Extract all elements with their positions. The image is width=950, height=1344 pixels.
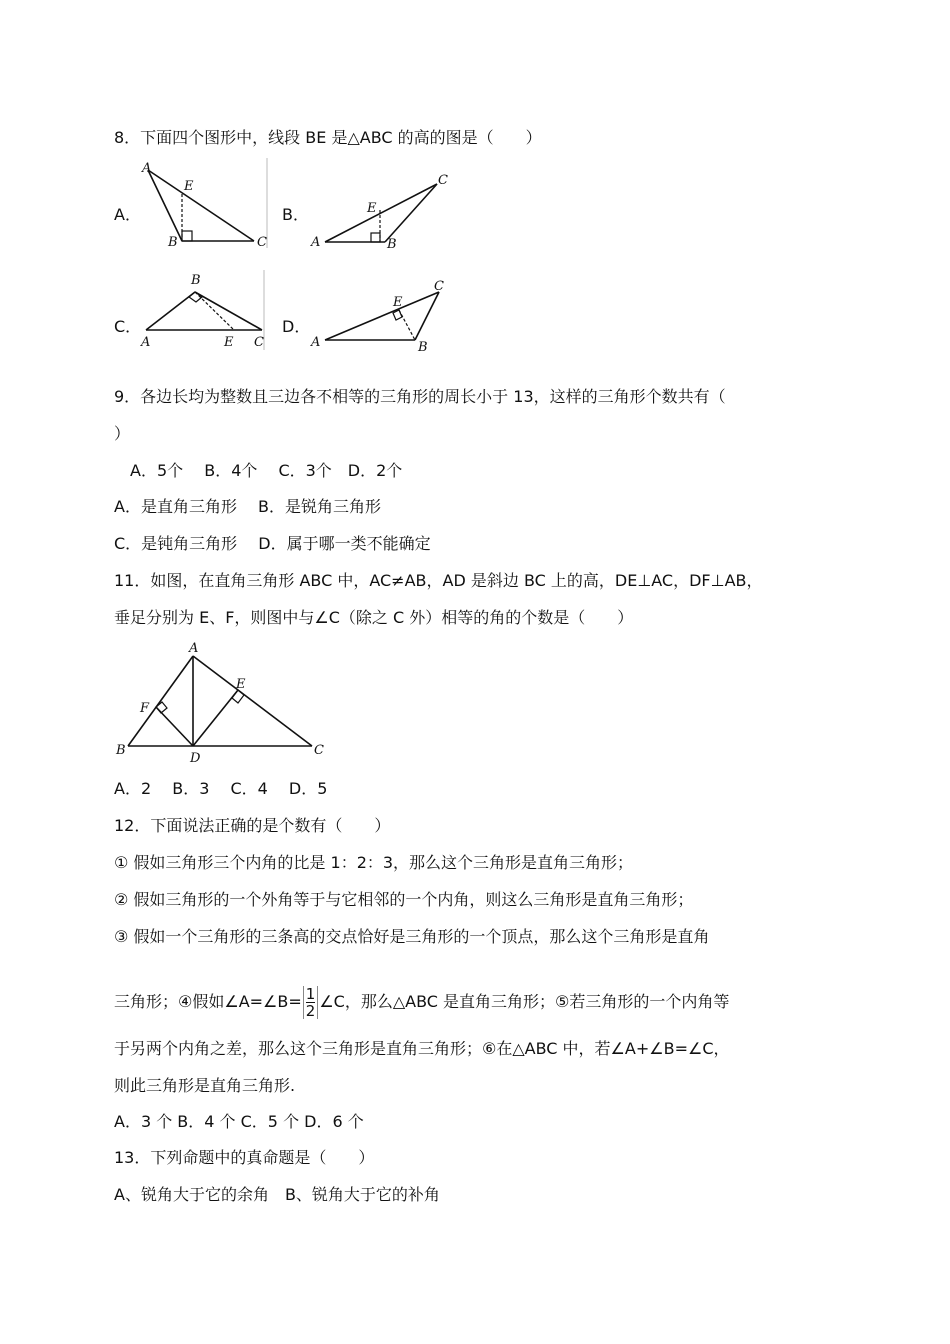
- q11-choices: A．2 B．3 C．4 D．5: [114, 779, 328, 798]
- q8c-label-a: A: [141, 335, 151, 350]
- q12-choices: A．3 个 B．4 个 C．5 个 D．6 个: [114, 1112, 364, 1131]
- q8-option-c-label: C．: [114, 317, 142, 336]
- q8d-label-b: B: [418, 340, 428, 355]
- q10-choices-line2: C．是钝角三角形 D．属于哪一类不能确定: [114, 534, 431, 553]
- q11-figure: [114, 638, 329, 768]
- q12-fraction: [303, 986, 319, 1019]
- q11-stem-line1: 11．如图，在直角三角形 ABC 中，AC≠AB，AD 是斜边 BC 上的高，DE⊥AC，DF⊥AB，: [114, 571, 763, 590]
- q8c-label-e: E: [224, 335, 234, 350]
- q12-statement-5: 于另两个内角之差，那么这个三角形是直角三角形；⑥在△ABC 中，若∠A+∠B=∠C，: [114, 1039, 730, 1058]
- q12-stem: 12．下面说法正确的是个数有（ ）: [114, 816, 391, 835]
- q11-label-b: B: [116, 743, 126, 758]
- q9-stem-line1: 9．各边长均为整数且三边各不相等的三角形的周长小于 13，这样的三角形个数共有（: [114, 387, 726, 406]
- q8-figure-a: [138, 158, 268, 248]
- q8d-label-c: C: [434, 279, 444, 294]
- q9-stem-line2: ）: [114, 424, 131, 443]
- q13-stem: 13．下列命题中的真命题是（ ）: [114, 1148, 375, 1167]
- q12-statement-2: ② 假如三角形的一个外角等于与它相邻的一个内角，则这么三角形是直角三角形；: [114, 890, 694, 909]
- q8d-label-e: E: [393, 295, 403, 310]
- q8a-label-e: E: [184, 179, 194, 194]
- fraction-numerator: 1: [305, 985, 316, 1003]
- q8b-label-e: E: [367, 201, 377, 216]
- q11-label-a: A: [189, 641, 199, 656]
- q11-label-d: D: [190, 751, 201, 766]
- q8-figure-b: [305, 170, 455, 250]
- q12-statement-6: 则此三角形是直角三角形.: [114, 1076, 296, 1095]
- q12-statement-4-pre: 三角形；④假如∠A=∠B=: [114, 992, 302, 1011]
- q8b-label-c: C: [438, 173, 448, 188]
- q11-label-e: E: [236, 677, 246, 692]
- q8-option-d-label: D．: [282, 317, 311, 336]
- q8b-label-b: B: [387, 237, 397, 252]
- q13-choices: A、锐角大于它的余角 B、锐角大于它的补角: [114, 1185, 440, 1204]
- q12-statement-1: ① 假如三角形三个内角的比是 1：2：3，那么这个三角形是直角三角形；: [114, 853, 634, 872]
- q8b-label-a: A: [311, 235, 321, 250]
- q8a-label-a: A: [142, 161, 152, 176]
- q8a-label-c: C: [257, 235, 267, 250]
- q8-stem: 8．下面四个图形中，线段 BE 是△ABC 的高的图是（ ）: [114, 128, 542, 147]
- q8-option-a-label: A．: [114, 205, 141, 224]
- q12-statement-4: [114, 986, 729, 1019]
- q8c-label-c: C: [254, 335, 264, 350]
- q8c-label-b: B: [191, 273, 201, 288]
- q8-option-b-label: B．: [282, 205, 309, 224]
- q9-choices: A．5个 B．4个 C．3个 D．2个: [114, 461, 403, 480]
- fraction-denominator: 2: [305, 1002, 316, 1020]
- q11-label-c: C: [314, 743, 324, 758]
- q12-statement-4-post: ∠C，那么△ABC 是直角三角形；⑤若三角形的一个内角等: [319, 992, 730, 1011]
- q8a-label-b: B: [168, 235, 178, 250]
- q8-figure-d: [305, 278, 455, 358]
- q11-stem-line2: 垂足分别为 E、F，则图中与∠C（除之 C 外）相等的角的个数是（ ）: [114, 608, 634, 627]
- q8-figure-c: [138, 270, 268, 350]
- q8d-label-a: A: [311, 335, 321, 350]
- q11-label-f: F: [140, 701, 150, 716]
- q10-choices-line1: A．是直角三角形 B．是锐角三角形: [114, 497, 382, 516]
- q12-statement-3: ③ 假如一个三角形的三条高的交点恰好是三角形的一个顶点，那么这个三角形是直角: [114, 927, 710, 946]
